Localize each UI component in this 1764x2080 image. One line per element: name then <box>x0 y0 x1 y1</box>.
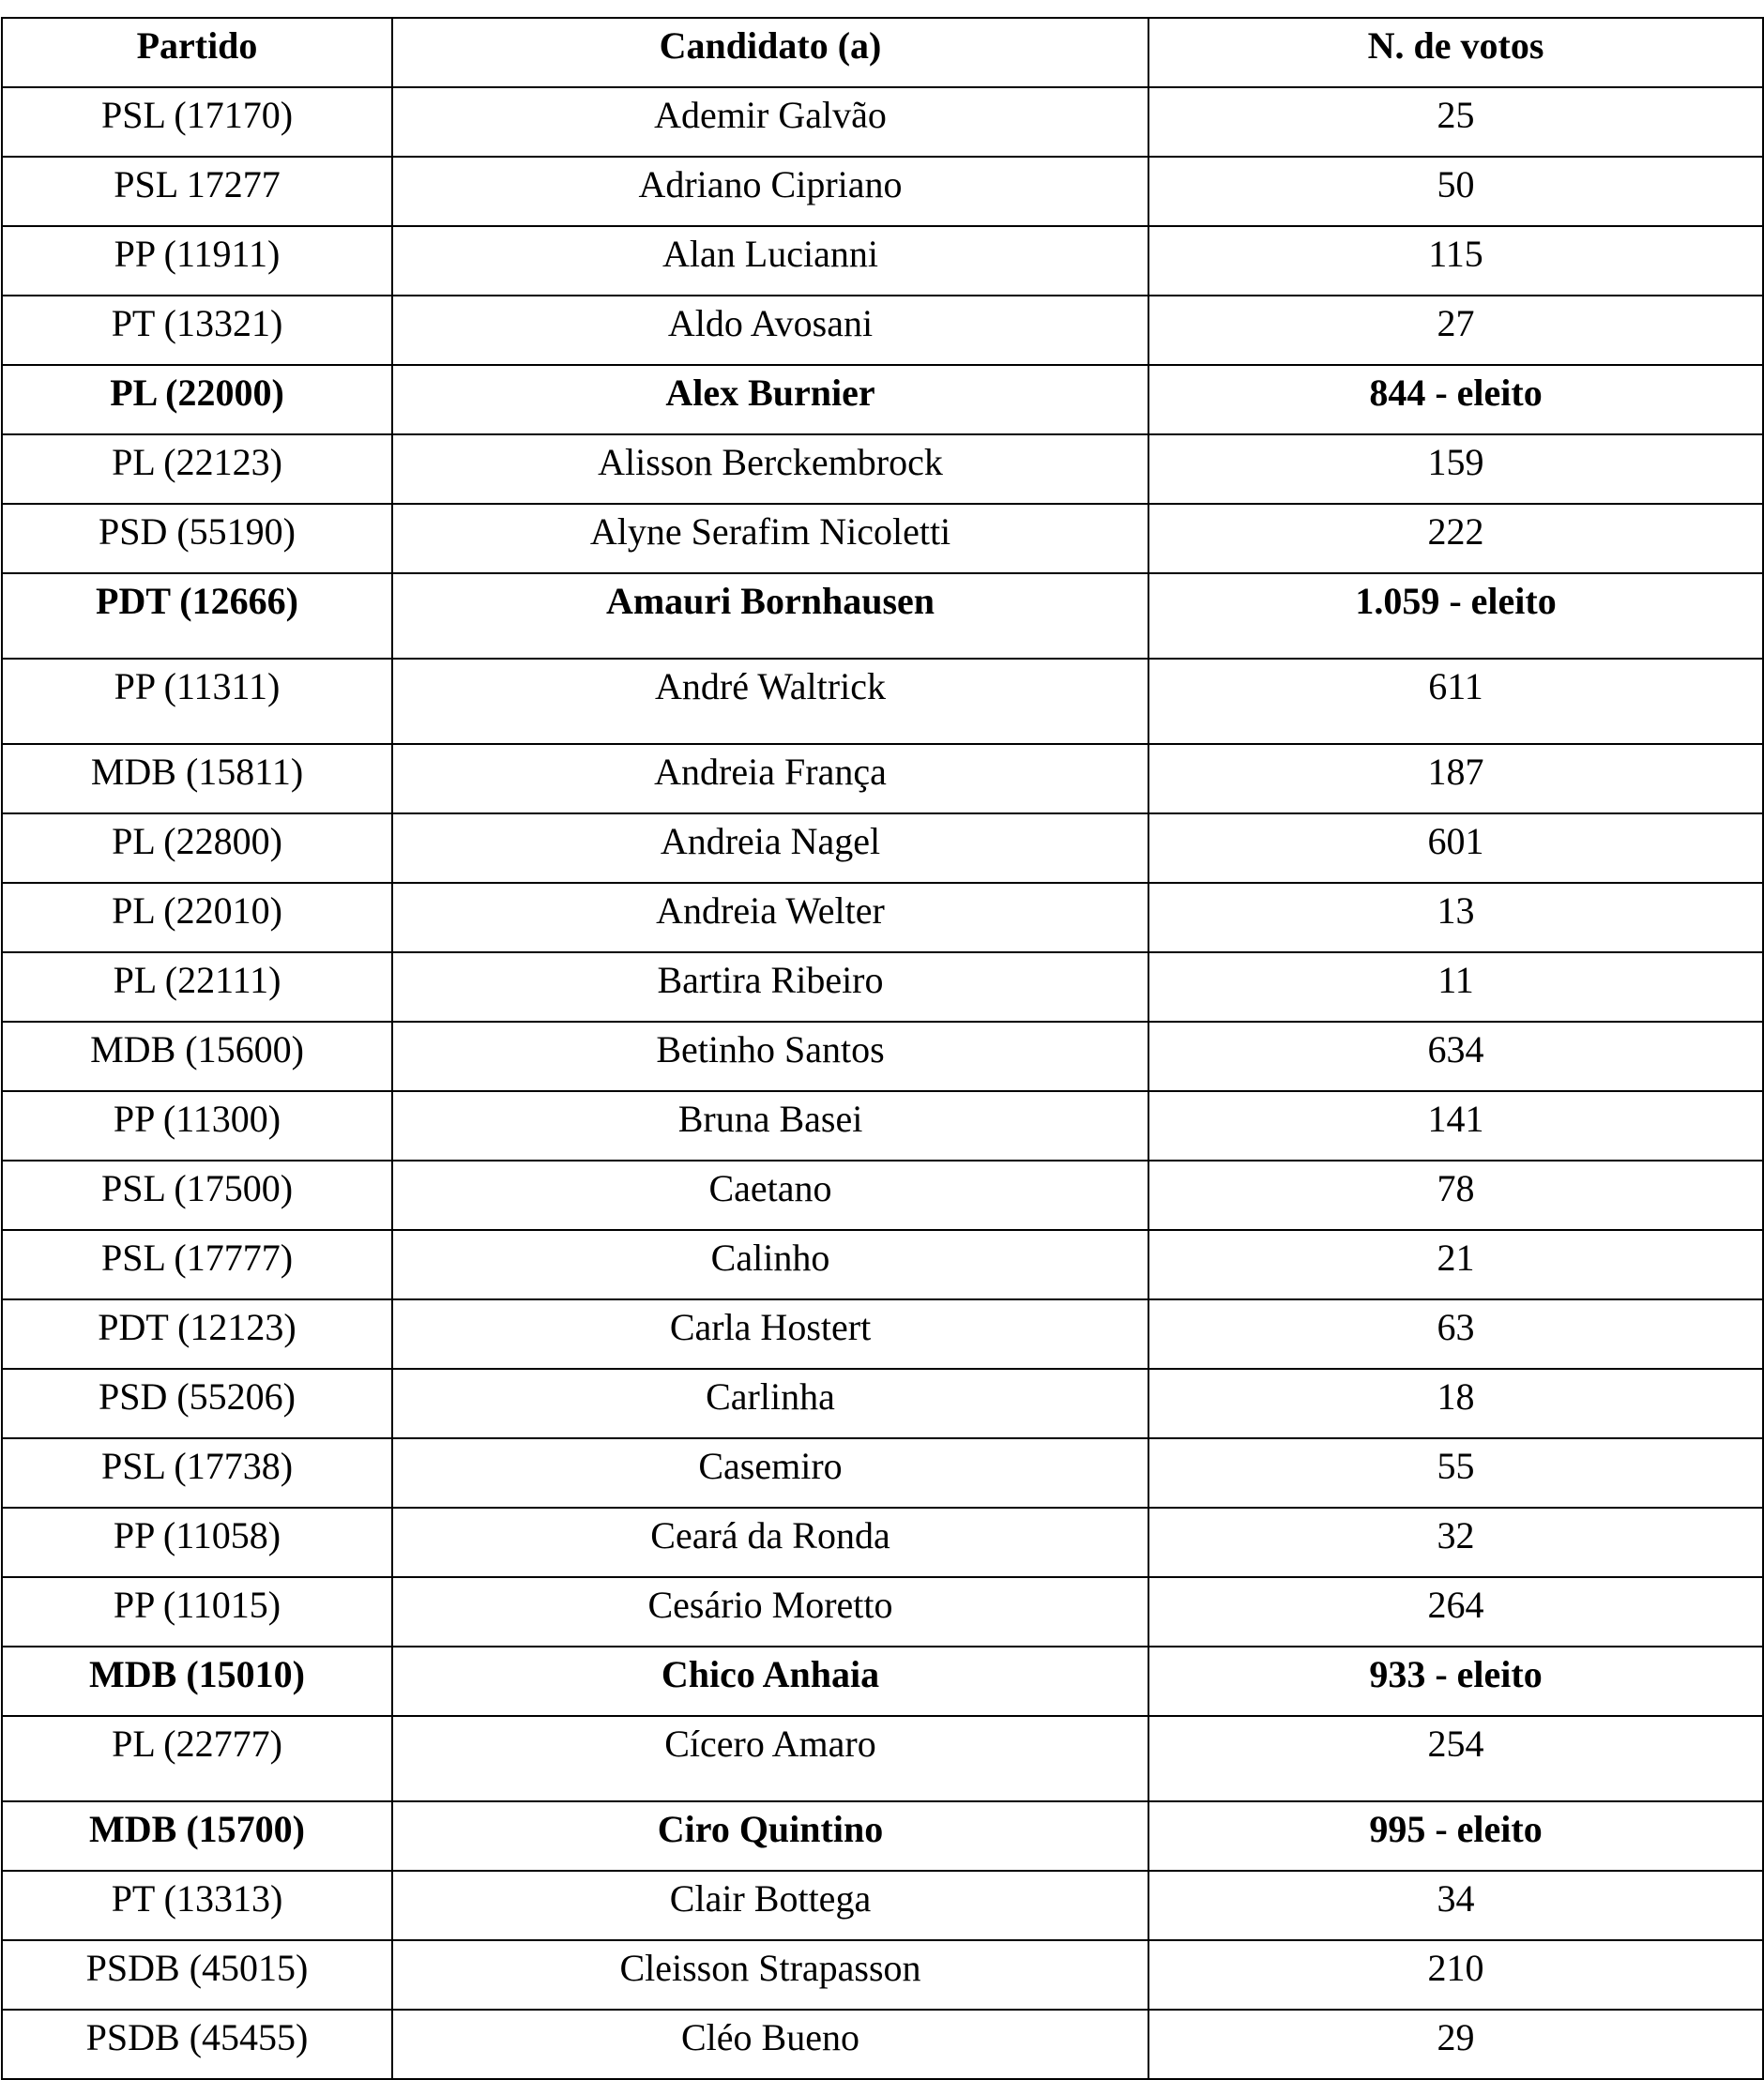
cell-candidato: Bartira Ribeiro <box>392 952 1148 1022</box>
cell-partido: MDB (15811) <box>2 744 392 813</box>
cell-partido: PP (11911) <box>2 226 392 296</box>
cell-votos: 25 <box>1148 87 1763 157</box>
table-row <box>2 157 1763 226</box>
cell-partido: PL (22111) <box>2 952 392 1022</box>
cell-partido: PP (11300) <box>2 1091 392 1161</box>
cell-votos: 13 <box>1148 883 1763 952</box>
cell-votos: 141 <box>1148 1091 1763 1161</box>
table-row <box>2 1647 1763 1716</box>
cell-candidato: Betinho Santos <box>392 1022 1148 1091</box>
cell-candidato: Amauri Bornhausen <box>392 573 1148 659</box>
cell-partido: PSL (17738) <box>2 1438 392 1508</box>
cell-candidato: Bruna Basei <box>392 1091 1148 1161</box>
cell-votos: 55 <box>1148 1438 1763 1508</box>
cell-partido: PDT (12123) <box>2 1299 392 1369</box>
cell-votos: 11 <box>1148 952 1763 1022</box>
cell-candidato: Carlinha <box>392 1369 1148 1438</box>
table-row <box>2 2010 1763 2079</box>
table-row <box>2 573 1763 659</box>
cell-votos: 78 <box>1148 1161 1763 1230</box>
table-row <box>2 1716 1763 1801</box>
cell-votos: 34 <box>1148 1871 1763 1940</box>
cell-partido: PL (22010) <box>2 883 392 952</box>
cell-partido: PDT (12666) <box>2 573 392 659</box>
table-row <box>2 952 1763 1022</box>
cell-votos: 222 <box>1148 504 1763 573</box>
table-row <box>2 226 1763 296</box>
header-votos: N. de votos <box>1148 18 1763 87</box>
cell-partido: MDB (15700) <box>2 1801 392 1871</box>
cell-partido: PP (11058) <box>2 1508 392 1577</box>
cell-candidato: Andreia França <box>392 744 1148 813</box>
table-row <box>2 1091 1763 1161</box>
table-row <box>2 659 1763 744</box>
cell-candidato: Cleisson Strapasson <box>392 1940 1148 2010</box>
cell-votos: 32 <box>1148 1508 1763 1577</box>
cell-partido: PSDB (45455) <box>2 2010 392 2079</box>
cell-partido: MDB (15010) <box>2 1647 392 1716</box>
cell-partido: PL (22777) <box>2 1716 392 1801</box>
table-row <box>2 1577 1763 1647</box>
table-body <box>2 87 1763 2079</box>
cell-votos: 254 <box>1148 1716 1763 1801</box>
table-row <box>2 883 1763 952</box>
table-row <box>2 1161 1763 1230</box>
cell-candidato: Cícero Amaro <box>392 1716 1148 1801</box>
cell-candidato: Ademir Galvão <box>392 87 1148 157</box>
cell-partido: PSL (17500) <box>2 1161 392 1230</box>
cell-candidato: Andreia Welter <box>392 883 1148 952</box>
cell-candidato: Ciro Quintino <box>392 1801 1148 1871</box>
cell-votos: 115 <box>1148 226 1763 296</box>
cell-candidato: Alyne Serafim Nicoletti <box>392 504 1148 573</box>
table-row <box>2 813 1763 883</box>
table-row <box>2 1230 1763 1299</box>
cell-partido: PSL (17170) <box>2 87 392 157</box>
cell-votos: 27 <box>1148 296 1763 365</box>
cell-partido: PT (13321) <box>2 296 392 365</box>
table-row <box>2 1299 1763 1369</box>
table-row <box>2 1940 1763 2010</box>
cell-votos: 210 <box>1148 1940 1763 2010</box>
cell-candidato: Andreia Nagel <box>392 813 1148 883</box>
cell-votos: 29 <box>1148 2010 1763 2079</box>
table-row <box>2 1438 1763 1508</box>
cell-votos: 18 <box>1148 1369 1763 1438</box>
cell-votos: 995 - eleito <box>1148 1801 1763 1871</box>
cell-candidato: Cesário Moretto <box>392 1577 1148 1647</box>
cell-partido: MDB (15600) <box>2 1022 392 1091</box>
cell-candidato: Alan Lucianni <box>392 226 1148 296</box>
cell-candidato: Casemiro <box>392 1438 1148 1508</box>
cell-candidato: Caetano <box>392 1161 1148 1230</box>
cell-votos: 21 <box>1148 1230 1763 1299</box>
cell-votos: 601 <box>1148 813 1763 883</box>
cell-partido: PSL 17277 <box>2 157 392 226</box>
cell-partido: PL (22800) <box>2 813 392 883</box>
cell-votos: 264 <box>1148 1577 1763 1647</box>
cell-partido: PL (22000) <box>2 365 392 434</box>
cell-partido: PSD (55206) <box>2 1369 392 1438</box>
cell-candidato: Carla Hostert <box>392 1299 1148 1369</box>
cell-votos: 844 - eleito <box>1148 365 1763 434</box>
table-row <box>2 504 1763 573</box>
cell-partido: PSDB (45015) <box>2 1940 392 2010</box>
table-row <box>2 1369 1763 1438</box>
cell-candidato: Calinho <box>392 1230 1148 1299</box>
table-row <box>2 296 1763 365</box>
cell-candidato: Chico Anhaia <box>392 1647 1148 1716</box>
table-row <box>2 1022 1763 1091</box>
cell-candidato: Clair Bottega <box>392 1871 1148 1940</box>
cell-candidato: Cléo Bueno <box>392 2010 1148 2079</box>
cell-votos: 1.059 - eleito <box>1148 573 1763 659</box>
cell-votos: 187 <box>1148 744 1763 813</box>
header-row <box>2 18 1763 87</box>
table-row <box>2 744 1763 813</box>
header-candidato: Candidato (a) <box>392 18 1148 87</box>
cell-partido: PT (13313) <box>2 1871 392 1940</box>
cell-votos: 63 <box>1148 1299 1763 1369</box>
cell-votos: 611 <box>1148 659 1763 744</box>
table-row <box>2 365 1763 434</box>
cell-votos: 634 <box>1148 1022 1763 1091</box>
cell-partido: PSL (17777) <box>2 1230 392 1299</box>
table-row <box>2 1508 1763 1577</box>
cell-candidato: Aldo Avosani <box>392 296 1148 365</box>
cell-partido: PL (22123) <box>2 434 392 504</box>
cell-candidato: Alex Burnier <box>392 365 1148 434</box>
cell-candidato: Adriano Cipriano <box>392 157 1148 226</box>
table-row <box>2 1871 1763 1940</box>
cell-candidato: Ceará da Ronda <box>392 1508 1148 1577</box>
cell-partido: PSD (55190) <box>2 504 392 573</box>
cell-votos: 50 <box>1148 157 1763 226</box>
cell-candidato: André Waltrick <box>392 659 1148 744</box>
cell-votos: 933 - eleito <box>1148 1647 1763 1716</box>
header-partido: Partido <box>2 18 392 87</box>
table-row <box>2 87 1763 157</box>
table-row <box>2 1801 1763 1871</box>
cell-votos: 159 <box>1148 434 1763 504</box>
table-row <box>2 434 1763 504</box>
votes-table <box>1 17 1764 2080</box>
cell-candidato: Alisson Berckembrock <box>392 434 1148 504</box>
cell-partido: PP (11015) <box>2 1577 392 1647</box>
cell-partido: PP (11311) <box>2 659 392 744</box>
